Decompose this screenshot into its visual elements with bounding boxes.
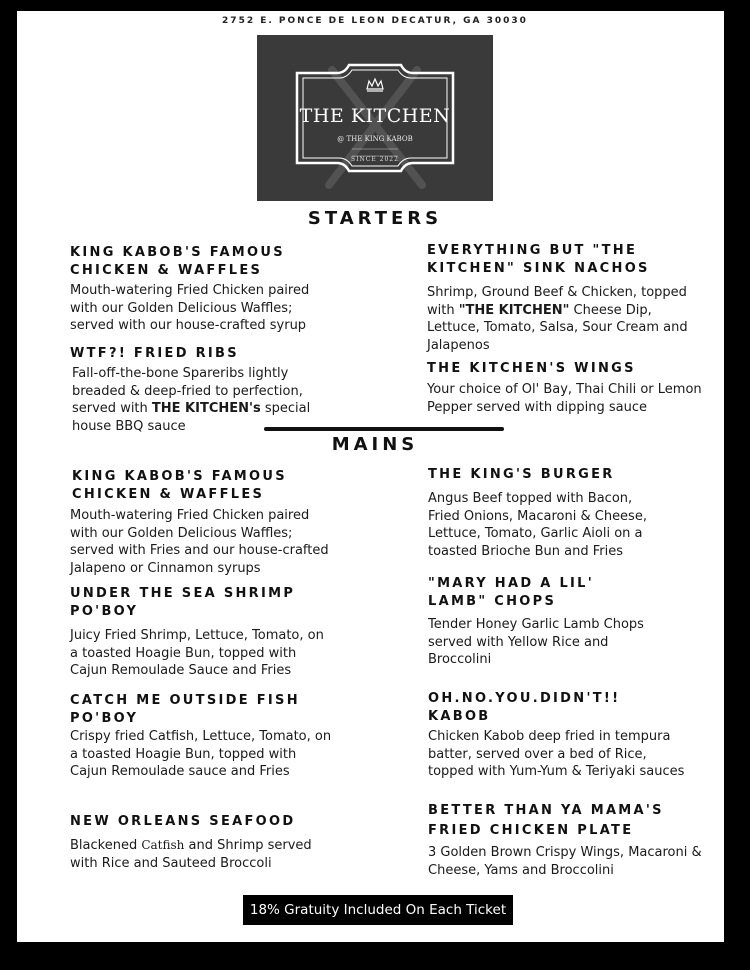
item-description: Your choice of Ol' Bay, Thai Chili or Lemon Pepper served with dipping sauce bbox=[427, 382, 702, 415]
logo-title: THE KITCHEN bbox=[299, 105, 451, 127]
main-item bbox=[428, 690, 698, 781]
restaurant-logo bbox=[257, 35, 493, 201]
item-description: Chicken Kabob deep fried in tempura batter, served over a bed of Rice, topped with Yum-Yum & Teriyaki sauces bbox=[428, 729, 685, 779]
item-description: Crispy fried Catfish, Lettuce, Tomato, on a toasted Hoagie Bun, topped with Cajun Remoulade sauce and Fries bbox=[70, 729, 332, 779]
starter-item bbox=[427, 360, 717, 416]
item-name: THE KITCHEN'S WINGS bbox=[427, 361, 636, 376]
item-name: UNDER THE SEA SHRIMP PO'BOY bbox=[70, 586, 296, 619]
starter-item bbox=[70, 244, 340, 335]
main-item bbox=[428, 575, 698, 669]
item-name: "MARY HAD A LIL' LAMB" CHOPS bbox=[428, 576, 595, 609]
item-name: WTF?! FRIED RIBS bbox=[70, 346, 239, 361]
item-description: Mouth-watering Fried Chicken paired with our Golden Delicious Waffles; served with our house-crafted syrup bbox=[70, 283, 310, 333]
item-description: Mouth-watering Fried Chicken paired with our Golden Delicious Waffles; served with Fries and our house-crafted Jalapeno or Cinnamon syrups bbox=[70, 508, 329, 576]
main-item bbox=[70, 692, 340, 781]
address: 2752 E. PONCE DE LEON DECATUR, GA 30030 bbox=[222, 16, 528, 26]
main-item bbox=[428, 466, 698, 560]
starter-item bbox=[427, 242, 697, 354]
item-description: Blackened Catfish and Shrimp served with Rice and Sauteed Broccoli bbox=[70, 838, 312, 871]
main-item bbox=[70, 585, 340, 680]
starter-item bbox=[70, 345, 330, 435]
item-description: 3 Golden Brown Crispy Wings, Macaroni & Cheese, Yams and Broccolini bbox=[428, 845, 702, 878]
item-description: Shrimp, Ground Beef & Chicken, topped with "THE KITCHEN" Cheese Dip, Lettuce, Tomato, Salsa, Sour Cream and Jalapenos bbox=[427, 285, 688, 353]
main-item bbox=[428, 801, 708, 879]
item-description: Angus Beef topped with Bacon, Fried Onions, Macaroni & Cheese, Lettuce, Tomato, Garlic Aioli on a toasted Brioche Bun and Fries bbox=[428, 491, 647, 559]
item-name: NEW ORLEANS SEAFOOD bbox=[70, 814, 296, 829]
item-description: Tender Honey Garlic Lamb Chops served with Yellow Rice and Broccolini bbox=[428, 617, 644, 667]
item-name: OH.NO.YOU.DIDN'T!! KABOB bbox=[428, 691, 621, 724]
main-item bbox=[70, 813, 340, 872]
logo-since: SINCE 2022 bbox=[351, 156, 399, 163]
item-name: THE KING'S BURGER bbox=[428, 467, 615, 482]
item-name: KING KABOB'S FAMOUS CHICKEN & WAFFLES bbox=[70, 245, 285, 278]
item-name: KING KABOB'S FAMOUS CHICKEN & WAFFLES bbox=[72, 469, 287, 502]
mains-heading: MAINS bbox=[331, 434, 419, 455]
crown-icon bbox=[367, 79, 383, 91]
gratuity-note: 18% Gratuity Included On Each Ticket bbox=[243, 895, 513, 925]
item-name: EVERYTHING BUT "THE KITCHEN" SINK NACHOS bbox=[427, 243, 650, 276]
item-description: Fall-off-the-bone Spareribs lightly breaded & deep-fried to perfection, served with THE KITCHEN's special house BBQ sauce bbox=[72, 366, 311, 434]
starters-heading: STARTERS bbox=[307, 208, 443, 229]
item-name: CATCH ME OUTSIDE FISH PO'BOY bbox=[70, 693, 300, 726]
item-name: BETTER THAN YA MAMA'S FRIED CHICKEN PLATE bbox=[428, 803, 664, 838]
item-description: Juicy Fried Shrimp, Lettuce, Tomato, on a toasted Hoagie Bun, topped with Cajun Remoulade Sauce and Fries bbox=[70, 628, 324, 678]
section-divider bbox=[264, 427, 504, 431]
main-item bbox=[72, 468, 342, 577]
logo-subtitle: @ THE KING KABOB bbox=[337, 135, 413, 143]
